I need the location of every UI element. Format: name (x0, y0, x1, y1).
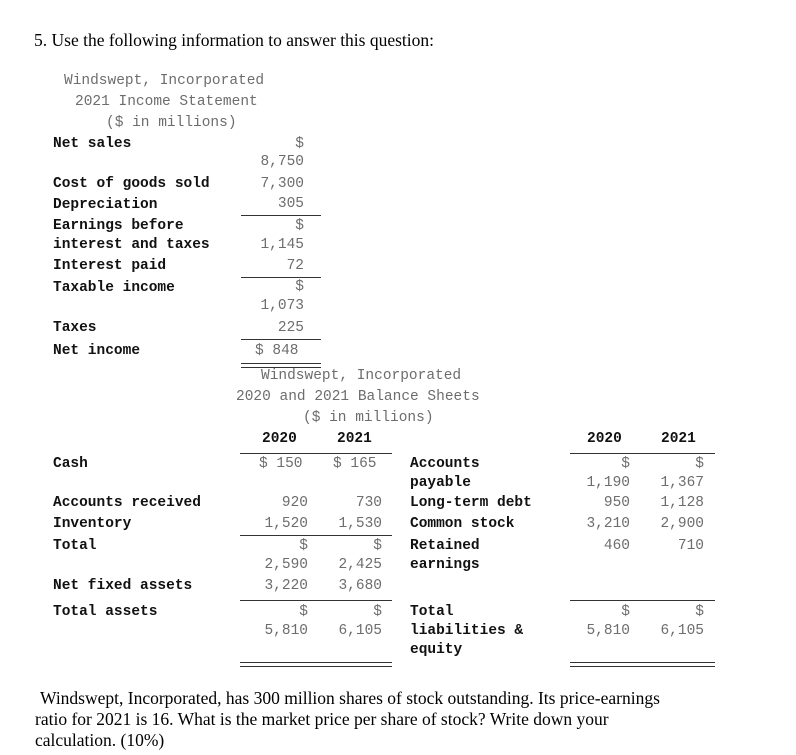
bs-year-2021-liabilities: 2021 (661, 431, 696, 447)
is-label-taxes: Taxes (53, 320, 97, 336)
is-label-depreciation: Depreciation (53, 197, 158, 213)
is-dollar-sign: $ (295, 136, 304, 152)
income-statement-title: 2021 Income Statement (75, 94, 258, 110)
prompt-line-2: ratio for 2021 is 16. What is the market price per share of stock? Write down your (35, 709, 609, 729)
bs-label-retained-earnings-1: Retained (410, 538, 480, 554)
is-rule (241, 277, 321, 278)
bs-inventory-2021: 1,530 (338, 516, 382, 532)
bs-total-le-2020: 5,810 (586, 623, 630, 639)
bs-label-cash: Cash (53, 456, 88, 472)
is-dollar-sign: $ (295, 279, 304, 295)
bs-year-2020-assets: 2020 (262, 431, 297, 447)
is-label-ebit-1: Earnings before (53, 218, 184, 234)
bs-cs-2020: 3,210 (586, 516, 630, 532)
bs-year-2020-liabilities: 2020 (587, 431, 622, 447)
bs-dollar-sign: $ (621, 604, 630, 620)
bs-ap-2020: 1,190 (586, 475, 630, 491)
bs-nfa-2020: 3,220 (264, 578, 308, 594)
bs-ltd-2021: 1,128 (660, 495, 704, 511)
is-dollar-sign: $ (295, 218, 304, 234)
is-rule (241, 339, 321, 340)
is-value-taxable-income: 1,073 (260, 298, 304, 314)
prompt-line-3: calculation. (10%) (35, 730, 165, 750)
bs-label-long-term-debt: Long-term debt (410, 495, 532, 511)
bs-total-2020: 2,590 (264, 557, 308, 573)
is-value-taxes: 225 (277, 320, 304, 336)
bs-ap-2021: 1,367 (660, 475, 704, 491)
bs-total-le-2021: 6,105 (660, 623, 704, 639)
bs-re-2021: 710 (677, 538, 704, 554)
bs-total-assets-2020: 5,810 (264, 623, 308, 639)
bs-nfa-2021: 3,680 (338, 578, 382, 594)
bs-dollar-sign: $ (373, 604, 382, 620)
bs-label-total-le-1: Total (410, 604, 454, 620)
bs-dollar-sign: $ (299, 604, 308, 620)
bs-total-assets-2021: 6,105 (338, 623, 382, 639)
bs-label-retained-earnings-2: earnings (410, 557, 480, 573)
bs-dollar-sign: $ (695, 456, 704, 472)
is-label-taxable-income: Taxable income (53, 280, 175, 296)
is-rule (241, 215, 321, 216)
bs-label-accounts-received: Accounts received (53, 495, 201, 511)
is-value-net-sales: 8,750 (260, 154, 304, 170)
balance-sheet-title: 2020 and 2021 Balance Sheets (236, 389, 480, 405)
is-value-interest: 72 (286, 258, 304, 274)
bs-rule (570, 600, 715, 601)
bs-cs-2021: 2,900 (660, 516, 704, 532)
bs-ltd-2020: 950 (603, 495, 630, 511)
is-value-depreciation: 305 (277, 196, 304, 212)
bs-header-rule (240, 453, 392, 454)
bs-year-2021-assets: 2021 (337, 431, 372, 447)
bs-label-total-assets: Total assets (53, 604, 158, 620)
income-statement-company: Windswept, Incorporated (64, 73, 265, 89)
bs-dollar-sign: $ (373, 538, 382, 554)
bs-total-2021: 2,425 (338, 557, 382, 573)
prompt-line-1: Windswept, Incorporated, has 300 million shares of stock outstanding. Its price-earnings (40, 688, 660, 708)
bs-ar-2021: 730 (355, 495, 382, 511)
question-heading: 5. Use the following information to answer this question: (34, 30, 435, 50)
bs-re-2020: 460 (603, 538, 630, 554)
is-label-net-income: Net income (53, 343, 141, 359)
is-value-ebit: 1,145 (260, 237, 304, 253)
bs-label-total-le-3: equity (410, 642, 463, 658)
bs-inventory-2020: 1,520 (264, 516, 308, 532)
is-label-net-sales: Net sales (53, 136, 132, 152)
bs-label-common-stock: Common stock (410, 516, 515, 532)
is-value-cogs: 7,300 (260, 176, 304, 192)
bs-dollar-sign: $ (621, 456, 630, 472)
bs-header-rule (570, 453, 715, 454)
balance-sheet-units: ($ in millions) (303, 410, 434, 426)
is-label-ebit-2: interest and taxes (53, 237, 210, 253)
bs-label-inventory: Inventory (53, 516, 132, 532)
bs-label-net-fixed-assets: Net fixed assets (53, 578, 193, 594)
bs-cash-2021: $ 165 (333, 456, 377, 472)
is-label-interest: Interest paid (53, 258, 167, 274)
bs-dollar-sign: $ (695, 604, 704, 620)
bs-rule (240, 600, 392, 601)
bs-label-accounts-payable-2: payable (410, 475, 471, 491)
is-value-net-income: $ 848 (255, 343, 299, 359)
is-label-cogs: Cost of goods sold (53, 176, 210, 192)
bs-dollar-sign: $ (299, 538, 308, 554)
bs-double-rule (570, 662, 715, 667)
bs-label-total: Total (53, 538, 97, 554)
bs-label-total-le-2: liabilities & (410, 623, 524, 639)
bs-double-rule (240, 662, 392, 667)
bs-ar-2020: 920 (281, 495, 308, 511)
income-statement-units: ($ in millions) (106, 115, 237, 131)
bs-cash-2020: $ 150 (259, 456, 303, 472)
bs-rule (240, 535, 392, 536)
balance-sheet-company: Windswept, Incorporated (261, 368, 462, 384)
bs-label-accounts-payable-1: Accounts (410, 456, 480, 472)
